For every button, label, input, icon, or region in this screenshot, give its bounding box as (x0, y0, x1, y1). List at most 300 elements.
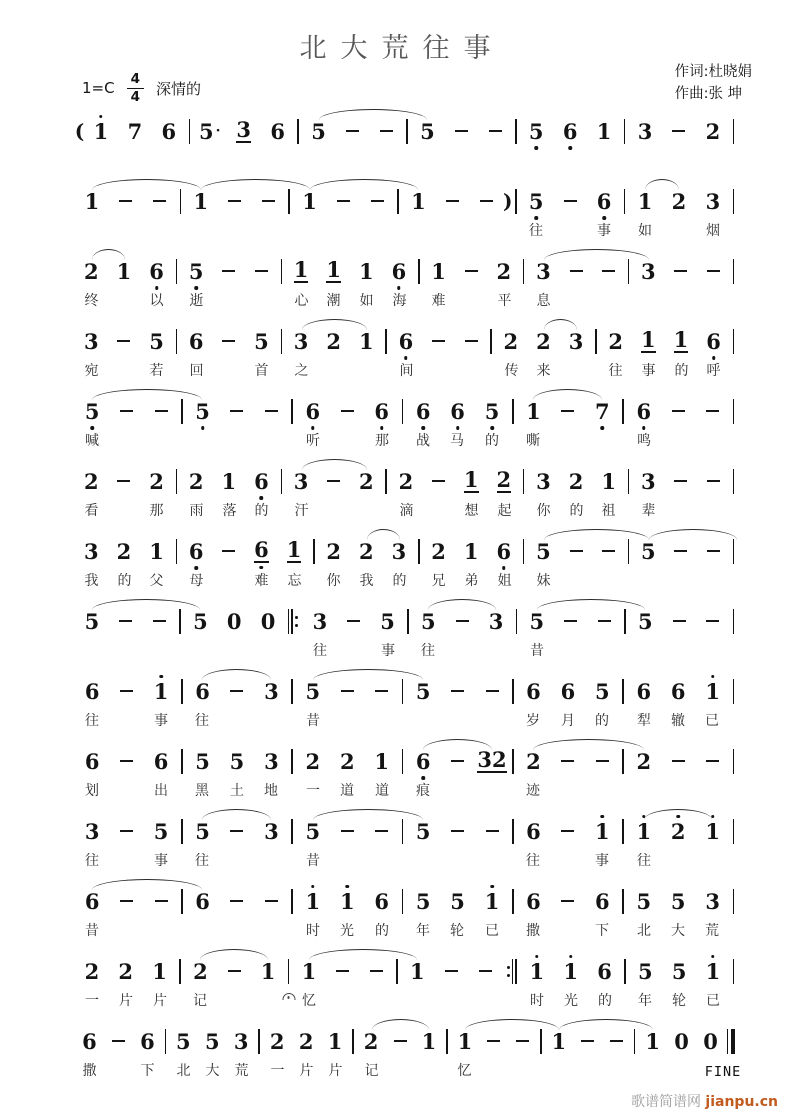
watermark-url: jianpu.cn (705, 1094, 778, 1110)
slur (313, 809, 423, 820)
lyric-syllable: 往 (313, 643, 327, 659)
note: 1 (296, 891, 330, 912)
note: 2 (661, 821, 695, 842)
lyric-syllable: 嘶 (526, 433, 540, 449)
note: 3 (705, 888, 720, 914)
repeat-end-sign (502, 959, 520, 984)
score-system (75, 803, 737, 873)
lyric-syllable: 兄 (431, 573, 446, 589)
slur-layer (75, 873, 737, 887)
note: 2 (705, 118, 721, 144)
slur (92, 879, 202, 890)
octave-dot-above (711, 815, 715, 819)
duration-dash (551, 830, 585, 832)
lyric-syllable: 往 (637, 853, 651, 869)
note: 5 (311, 118, 326, 144)
barline (443, 1029, 450, 1054)
lyric-syllable: 片 (119, 993, 133, 1009)
note: 1 (457, 1028, 473, 1054)
note: 6 (488, 541, 521, 562)
note: 2 (503, 328, 519, 354)
note: 3 (293, 328, 309, 354)
lyric-syllable: 的 (595, 713, 609, 729)
duration-dash (109, 760, 143, 762)
duration-dash (104, 1040, 133, 1042)
slur-layer (75, 803, 737, 817)
note: 1 (696, 961, 730, 982)
duration-dash (109, 690, 143, 692)
lyric-syllable: 来 (536, 363, 551, 379)
score-system (75, 103, 737, 173)
lyric-syllable: 的 (569, 503, 584, 519)
barline (176, 609, 183, 634)
note: 1 (463, 467, 479, 492)
note: 5 (75, 401, 109, 422)
note: 5 (180, 261, 213, 282)
lyric-syllable: 黑 (195, 783, 209, 799)
note: 6 (140, 261, 173, 282)
duration-dash (440, 830, 474, 832)
note: 2 (305, 748, 321, 774)
note: 1 (596, 118, 612, 144)
barline (520, 259, 527, 284)
duration-dash (455, 340, 488, 342)
slur-layer (75, 943, 737, 957)
octave-dot-above (569, 955, 573, 959)
note: 6 (526, 678, 541, 704)
score-system (75, 873, 737, 943)
lyric-syllable: 平 (497, 293, 512, 309)
barline (620, 749, 627, 774)
lyric-syllable: 已 (485, 923, 499, 939)
duration-dash (144, 900, 178, 902)
note: 2 (339, 748, 355, 774)
octave-dot-above (159, 675, 163, 679)
barline (730, 119, 737, 144)
duration-dash (551, 410, 585, 412)
lyric-syllable: 往 (421, 643, 435, 659)
note: 6 (296, 401, 330, 422)
lyric-syllable: 的 (392, 573, 407, 589)
barline (162, 1029, 169, 1054)
note: 2 (496, 258, 512, 284)
barline (620, 819, 627, 844)
note: 1 (330, 891, 364, 912)
barline (620, 889, 627, 914)
slur-layer (75, 663, 737, 677)
lyric-syllable: 事 (597, 223, 611, 239)
duration-dash (330, 690, 364, 692)
lyric-syllable: 荒 (705, 923, 719, 939)
lyric-syllable: 海 (392, 293, 407, 309)
slur (649, 529, 738, 540)
slur (313, 669, 423, 680)
note: 7 (585, 401, 619, 422)
note: 2 (118, 958, 134, 984)
note: 2 (84, 958, 100, 984)
note: 6 (374, 888, 390, 914)
slur (544, 529, 649, 540)
note: 6 (406, 401, 440, 422)
note: 5 (195, 748, 210, 774)
note: 6 (595, 888, 610, 914)
duration-dash (440, 690, 474, 692)
note: 6 (697, 331, 730, 352)
lyric-syllable: 往 (85, 713, 99, 729)
slur (533, 389, 602, 400)
duration-dash (245, 270, 278, 272)
note: 1 (637, 188, 653, 214)
lyric-syllable: 那 (149, 503, 164, 519)
lyric-syllable: 难 (431, 293, 446, 309)
note: 5 (519, 121, 553, 142)
barline (278, 259, 285, 284)
barline (512, 189, 519, 214)
duration-dash (254, 900, 288, 902)
score-system (75, 1013, 742, 1083)
duration-dash (220, 830, 254, 832)
note: 3 (293, 468, 309, 494)
slur-layer (75, 733, 737, 747)
note: 5 (193, 608, 208, 634)
final-barline (725, 1029, 737, 1054)
note: 6 (553, 121, 587, 142)
duration-dash (422, 480, 455, 482)
lyric-syllable: 荒 (234, 1063, 249, 1079)
duration-dash (665, 550, 698, 552)
lyric-row (75, 918, 737, 942)
barline (173, 329, 180, 354)
note: 6 (365, 401, 399, 422)
note-row (75, 257, 737, 285)
credits (675, 62, 752, 106)
barline (730, 329, 737, 354)
lyric-syllable: 记 (193, 993, 207, 1009)
barline (621, 119, 628, 144)
octave-dot-above (601, 815, 605, 819)
duration-dash (109, 410, 143, 412)
duration-dash (662, 130, 696, 132)
lyric-syllable: 轮 (450, 923, 464, 939)
note: 2 (188, 468, 204, 494)
score-system (75, 943, 737, 1013)
lyric-syllable: 息 (536, 293, 551, 309)
barline (399, 749, 406, 774)
duration-dash (254, 410, 288, 412)
lyric-row (75, 638, 737, 662)
slur (559, 1019, 653, 1030)
lyric-syllable: 战 (416, 433, 430, 449)
barline (509, 749, 516, 774)
lyric-syllable: 的 (674, 363, 689, 379)
note: 6 (245, 539, 278, 563)
barline (415, 539, 422, 564)
note: 1 (695, 681, 729, 702)
lyric-syllable: 道 (340, 783, 354, 799)
barline (178, 399, 185, 424)
lyric-syllable: 往 (526, 853, 540, 869)
lyric-syllable: 姐 (497, 573, 512, 589)
duration-dash (592, 270, 625, 272)
barline (621, 959, 628, 984)
barline (520, 539, 527, 564)
note: 5 (195, 818, 210, 844)
duration-dash (435, 200, 469, 202)
note: 2 (298, 1028, 314, 1054)
lyric-syllable: 昔 (306, 713, 320, 729)
open-paren: ( (74, 119, 85, 143)
note: 3 (264, 818, 279, 844)
slur-layer (75, 313, 737, 327)
lyric-syllable: 我 (359, 573, 374, 589)
note: 2 (526, 748, 541, 774)
duration-dash (220, 410, 254, 412)
lyric-syllable: 道 (375, 783, 389, 799)
note: 6 (636, 678, 652, 704)
lyric-syllable: 北 (637, 923, 651, 939)
lyric-row (75, 428, 737, 452)
close-paren: ) (503, 189, 513, 213)
slur (372, 1019, 429, 1030)
note: 1 (641, 327, 656, 352)
lyric-syllable: 潮 (326, 293, 341, 309)
slur (310, 179, 418, 190)
duration-dash (109, 620, 143, 622)
slur-layer (75, 523, 737, 537)
lyric-syllable: 辈 (641, 503, 656, 519)
note: 1 (410, 958, 425, 984)
lyric-syllable: 往 (195, 853, 209, 869)
note: 2 (84, 468, 99, 494)
lyric-row (75, 148, 737, 172)
lyric-row (75, 708, 737, 732)
lyric-syllable: 一 (85, 993, 99, 1009)
barline (520, 469, 527, 494)
note: 5 (415, 888, 431, 914)
duration-dash (144, 410, 178, 412)
note: 1 (221, 468, 237, 494)
note: 5 (176, 1028, 191, 1054)
lyric-syllable: 年 (638, 993, 652, 1009)
duration-dash (475, 830, 509, 832)
lyric-syllable: 事 (641, 363, 656, 379)
note: 6 (526, 888, 541, 914)
lyric-syllable: 喊 (85, 433, 99, 449)
duration-dash (479, 1040, 508, 1042)
duration-dash (588, 620, 622, 622)
lyric-syllable: 听 (306, 433, 320, 449)
slur (544, 249, 649, 260)
lyric-syllable: 往 (529, 223, 543, 239)
barline (730, 399, 737, 424)
octave-dot-above (676, 815, 680, 819)
note: 3 (488, 608, 504, 634)
note: 1 (359, 328, 374, 354)
watermark-site-name: 歌谱简谱网 (630, 1094, 701, 1110)
key-signature: 1=C (82, 79, 115, 98)
barline (730, 469, 737, 494)
note: 3 (84, 818, 100, 844)
note-row (75, 747, 737, 775)
duration-dash (697, 270, 730, 272)
duration-dash (665, 480, 698, 482)
note: 6 (180, 541, 213, 562)
lyric-syllable: 若 (149, 363, 164, 379)
note: 5 (638, 958, 653, 984)
lyric-syllable: 烟 (706, 223, 720, 239)
barline (415, 259, 422, 284)
score-system (75, 733, 737, 803)
score-system (75, 173, 737, 243)
note: 1 (359, 258, 374, 284)
barline (730, 189, 737, 214)
lyric-syllable: 往 (608, 363, 623, 379)
slur (92, 599, 200, 610)
score-system (75, 593, 737, 663)
note: 1 (84, 188, 100, 214)
octave-dot-above (711, 675, 715, 679)
note: 3 (641, 258, 656, 284)
duration-dash (469, 200, 503, 202)
barline (621, 609, 628, 634)
octave-dot-above (99, 115, 103, 119)
note: 6 (161, 118, 177, 144)
octave-dot-above (346, 885, 350, 889)
duration-dash (560, 550, 593, 552)
duration-dash (468, 970, 502, 972)
lyric-syllable: 你 (326, 573, 341, 589)
lyric-syllable: 年 (416, 923, 430, 939)
note: 5 (421, 608, 436, 634)
duration-dash (220, 900, 254, 902)
duration-dash (455, 270, 488, 272)
slur (92, 179, 201, 190)
slur-layer (75, 1013, 737, 1027)
score-system (75, 663, 737, 733)
note: 1 (627, 821, 661, 842)
note: 1 (152, 958, 167, 984)
lyric-syllable: 间 (399, 363, 414, 379)
note: 3 (568, 328, 584, 354)
lyric-syllable: 片 (328, 1063, 343, 1079)
duration-dash (143, 620, 177, 622)
note: 2 (326, 538, 341, 564)
lyric-row (75, 848, 737, 872)
barline (730, 889, 737, 914)
note: 2 (568, 468, 584, 494)
note: 5 (149, 328, 164, 354)
lyric-syllable: 首 (254, 363, 269, 379)
lyric-syllable: 难 (254, 573, 269, 589)
slur (465, 1019, 559, 1030)
note: 1 (526, 398, 541, 424)
barline (625, 469, 632, 494)
note: 2 (359, 468, 374, 494)
fine-label: FINE (704, 1064, 742, 1080)
octave-dot-above (535, 955, 539, 959)
duration-dash (109, 200, 143, 202)
duration-dash (602, 1040, 631, 1042)
lyric-syllable: 下 (595, 923, 609, 939)
rest-note: 0 (703, 1028, 718, 1054)
lyric-syllable: 辙 (671, 713, 685, 729)
barline (625, 259, 632, 284)
note: 6 (406, 751, 440, 772)
note: 2 (149, 468, 164, 494)
duration-dash (697, 480, 730, 482)
lyric-syllable: 岁 (526, 713, 540, 729)
note: 5 (529, 608, 545, 634)
duration-dash (109, 900, 143, 902)
augmentation-dot: · (215, 123, 221, 139)
barline (513, 609, 520, 634)
note: 3 (641, 468, 656, 494)
lyric-syllable: 昔 (306, 853, 320, 869)
note: 1 (116, 258, 132, 284)
note: 3 (236, 117, 252, 142)
lyric-syllable: 看 (84, 503, 99, 519)
lyric-row (75, 288, 737, 312)
duration-dash (213, 340, 246, 342)
duration-dash (365, 830, 399, 832)
barline (178, 679, 185, 704)
barline (186, 119, 193, 144)
note: 5 (415, 678, 431, 704)
duration-dash (108, 480, 141, 482)
barline (393, 959, 400, 984)
duration-dash (478, 130, 512, 132)
note-row (75, 1027, 737, 1055)
barline (289, 819, 296, 844)
duration-dash (661, 410, 695, 412)
key-row (82, 72, 201, 105)
note: 1 (601, 468, 616, 494)
barline (620, 399, 627, 424)
note: 1 (695, 821, 729, 842)
note: 6 (245, 471, 278, 492)
note: 1 (463, 538, 479, 564)
note: 5 (305, 678, 321, 704)
note: 7 (127, 118, 143, 144)
duration-dash (551, 760, 585, 762)
octave-dot-above (311, 885, 315, 889)
slur-layer (75, 173, 737, 187)
lyric-syllable: 时 (530, 993, 544, 1009)
note: 1 (293, 257, 309, 282)
note-row (75, 467, 737, 495)
lyric-syllable: 记 (364, 1063, 379, 1079)
note: 5 (254, 328, 269, 354)
note: 2 (536, 328, 551, 354)
note: 1 (301, 958, 317, 984)
slur (319, 109, 427, 120)
note: 3 (264, 678, 279, 704)
note: 5 (638, 608, 653, 634)
slur-layer (75, 383, 737, 397)
lyric-syllable: 传 (504, 363, 519, 379)
note: 6 (270, 118, 285, 144)
duration-dash (445, 620, 479, 622)
barline (394, 189, 401, 214)
barline (509, 889, 516, 914)
note: 5 · (199, 118, 221, 144)
lyric-syllable: 我 (84, 573, 99, 589)
note: 5 (204, 1028, 220, 1054)
repeat-begin-sign (285, 609, 303, 634)
fermata-icon (282, 993, 295, 999)
barline (278, 329, 285, 354)
slur (200, 949, 268, 960)
